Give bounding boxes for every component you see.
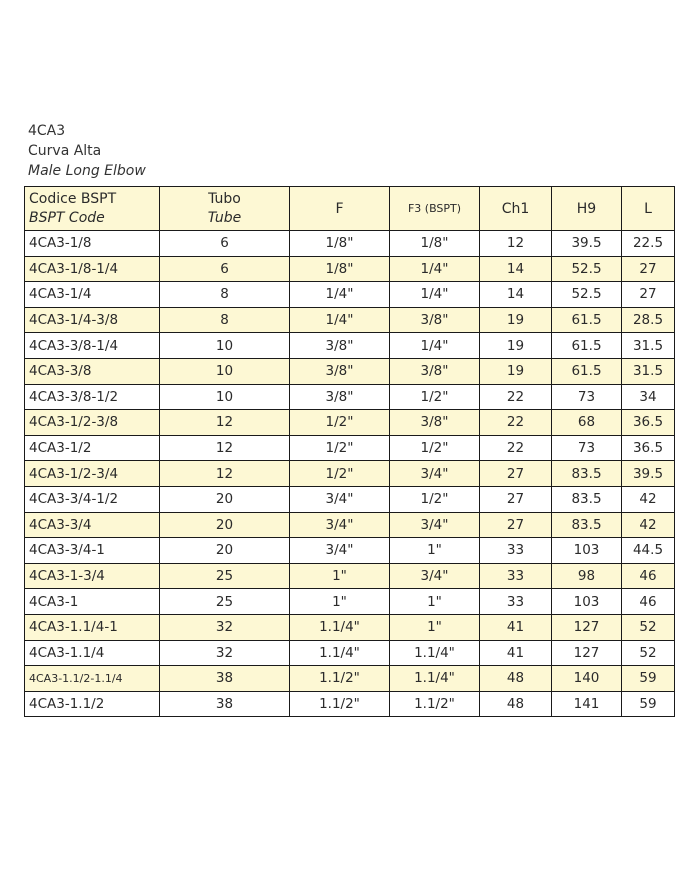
cell-tube: 12 xyxy=(160,435,290,461)
cell-f: 1.1/2" xyxy=(290,666,390,692)
cell-h9: 127 xyxy=(552,640,622,666)
cell-code: 4CA3-1/4 xyxy=(25,282,160,308)
cell-code: 4CA3-3/8-1/4 xyxy=(25,333,160,359)
cell-f: 1/8" xyxy=(290,256,390,282)
cell-l: 52 xyxy=(622,640,675,666)
cell-code: 4CA3-1.1/4 xyxy=(25,640,160,666)
cell-f3: 1/4" xyxy=(390,282,480,308)
table-row xyxy=(25,231,675,257)
cell-ch1: 19 xyxy=(480,307,552,333)
cell-tube: 10 xyxy=(160,384,290,410)
cell-tube: 38 xyxy=(160,691,290,717)
cell-f: 3/4" xyxy=(290,538,390,564)
cell-ch1: 41 xyxy=(480,640,552,666)
cell-l: 22.5 xyxy=(622,231,675,257)
cell-h9: 83.5 xyxy=(552,512,622,538)
cell-h9: 103 xyxy=(552,589,622,615)
header-code xyxy=(25,187,160,231)
cell-l: 52 xyxy=(622,614,675,640)
cell-h9: 52.5 xyxy=(552,282,622,308)
cell-code: 4CA3-1.1/2 xyxy=(25,691,160,717)
cell-f: 3/8" xyxy=(290,384,390,410)
cell-f3: 3/8" xyxy=(390,307,480,333)
table-row xyxy=(25,512,675,538)
cell-ch1: 22 xyxy=(480,384,552,410)
cell-f: 1/4" xyxy=(290,307,390,333)
table-row xyxy=(25,691,675,717)
header-f: F xyxy=(290,187,390,231)
cell-tube: 25 xyxy=(160,563,290,589)
header-row xyxy=(25,187,675,231)
cell-l: 46 xyxy=(622,563,675,589)
cell-l: 42 xyxy=(622,512,675,538)
cell-l: 44.5 xyxy=(622,538,675,564)
header-l: L xyxy=(622,187,675,231)
cell-ch1: 14 xyxy=(480,282,552,308)
cell-ch1: 22 xyxy=(480,435,552,461)
cell-tube: 12 xyxy=(160,461,290,487)
cell-f3: 1.1/4" xyxy=(390,666,480,692)
cell-tube: 20 xyxy=(160,538,290,564)
cell-h9: 73 xyxy=(552,435,622,461)
cell-tube: 32 xyxy=(160,614,290,640)
cell-h9: 103 xyxy=(552,538,622,564)
header-code-italian: Codice BSPT xyxy=(29,190,117,207)
cell-h9: 141 xyxy=(552,691,622,717)
cell-tube: 20 xyxy=(160,486,290,512)
cell-l: 31.5 xyxy=(622,358,675,384)
cell-code: 4CA3-1.1/2-1.1/4 xyxy=(25,666,160,692)
cell-tube: 38 xyxy=(160,666,290,692)
cell-l: 31.5 xyxy=(622,333,675,359)
cell-f: 1.1/4" xyxy=(290,614,390,640)
cell-code: 4CA3-1/2-3/4 xyxy=(25,461,160,487)
cell-h9: 39.5 xyxy=(552,231,622,257)
cell-code: 4CA3-3/8 xyxy=(25,358,160,384)
cell-f3: 1" xyxy=(390,614,480,640)
table-row xyxy=(25,461,675,487)
cell-l: 27 xyxy=(622,282,675,308)
cell-code: 4CA3-1/2 xyxy=(25,435,160,461)
product-name-italian: Curva Alta xyxy=(28,143,102,159)
cell-ch1: 48 xyxy=(480,691,552,717)
table-row xyxy=(25,563,675,589)
cell-code: 4CA3-3/4-1/2 xyxy=(25,486,160,512)
cell-tube: 20 xyxy=(160,512,290,538)
cell-f: 1/4" xyxy=(290,282,390,308)
table-row xyxy=(25,256,675,282)
cell-f: 3/4" xyxy=(290,512,390,538)
cell-ch1: 33 xyxy=(480,589,552,615)
cell-l: 42 xyxy=(622,486,675,512)
cell-code: 4CA3-3/4-1 xyxy=(25,538,160,564)
cell-ch1: 27 xyxy=(480,512,552,538)
header-h9: H9 xyxy=(552,187,622,231)
cell-tube: 6 xyxy=(160,256,290,282)
cell-ch1: 27 xyxy=(480,486,552,512)
cell-ch1: 41 xyxy=(480,614,552,640)
cell-code: 4CA3-1.1/4-1 xyxy=(25,614,160,640)
cell-l: 59 xyxy=(622,691,675,717)
cell-code: 4CA3-1/4-3/8 xyxy=(25,307,160,333)
cell-h9: 73 xyxy=(552,384,622,410)
cell-l: 46 xyxy=(622,589,675,615)
cell-f3: 3/8" xyxy=(390,410,480,436)
cell-ch1: 33 xyxy=(480,538,552,564)
table-row xyxy=(25,358,675,384)
cell-f3: 1" xyxy=(390,538,480,564)
cell-f: 1.1/2" xyxy=(290,691,390,717)
header-ch1: Ch1 xyxy=(480,187,552,231)
specification-table xyxy=(24,186,675,717)
product-name-english: Male Long Elbow xyxy=(28,163,146,179)
cell-ch1: 19 xyxy=(480,358,552,384)
cell-f: 3/8" xyxy=(290,358,390,384)
cell-f3: 1/2" xyxy=(390,435,480,461)
cell-f3: 1.1/4" xyxy=(390,640,480,666)
cell-tube: 10 xyxy=(160,333,290,359)
cell-h9: 83.5 xyxy=(552,486,622,512)
table-row xyxy=(25,538,675,564)
cell-ch1: 48 xyxy=(480,666,552,692)
cell-l: 34 xyxy=(622,384,675,410)
table-header xyxy=(25,187,675,231)
cell-tube: 8 xyxy=(160,282,290,308)
table-row xyxy=(25,640,675,666)
table-row xyxy=(25,614,675,640)
header-tube-english: Tube xyxy=(207,209,242,226)
cell-code: 4CA3-1/8 xyxy=(25,231,160,257)
table-row xyxy=(25,307,675,333)
table-body xyxy=(25,231,675,717)
cell-h9: 140 xyxy=(552,666,622,692)
cell-f: 3/8" xyxy=(290,333,390,359)
table-row xyxy=(25,282,675,308)
cell-f: 1/2" xyxy=(290,435,390,461)
cell-l: 39.5 xyxy=(622,461,675,487)
table-row xyxy=(25,410,675,436)
cell-code: 4CA3-3/4 xyxy=(25,512,160,538)
cell-h9: 61.5 xyxy=(552,333,622,359)
cell-l: 36.5 xyxy=(622,410,675,436)
cell-l: 27 xyxy=(622,256,675,282)
cell-h9: 68 xyxy=(552,410,622,436)
header-tube xyxy=(160,187,290,231)
cell-tube: 32 xyxy=(160,640,290,666)
cell-l: 28.5 xyxy=(622,307,675,333)
cell-h9: 61.5 xyxy=(552,307,622,333)
cell-h9: 83.5 xyxy=(552,461,622,487)
cell-ch1: 27 xyxy=(480,461,552,487)
cell-code: 4CA3-1-3/4 xyxy=(25,563,160,589)
cell-tube: 8 xyxy=(160,307,290,333)
table-row xyxy=(25,589,675,615)
cell-h9: 61.5 xyxy=(552,358,622,384)
cell-code: 4CA3-1/2-3/8 xyxy=(25,410,160,436)
cell-f: 1/2" xyxy=(290,410,390,436)
cell-h9: 98 xyxy=(552,563,622,589)
table-row xyxy=(25,486,675,512)
cell-f3: 3/4" xyxy=(390,512,480,538)
cell-f3: 1/4" xyxy=(390,256,480,282)
cell-code: 4CA3-1/8-1/4 xyxy=(25,256,160,282)
cell-f3: 3/8" xyxy=(390,358,480,384)
cell-f3: 1/8" xyxy=(390,231,480,257)
cell-ch1: 33 xyxy=(480,563,552,589)
product-code: 4CA3 xyxy=(28,123,66,139)
cell-f3: 1" xyxy=(390,589,480,615)
cell-f: 1" xyxy=(290,563,390,589)
cell-tube: 25 xyxy=(160,589,290,615)
cell-f3: 3/4" xyxy=(390,461,480,487)
cell-tube: 10 xyxy=(160,358,290,384)
table-row xyxy=(25,384,675,410)
cell-f3: 1/2" xyxy=(390,384,480,410)
cell-tube: 12 xyxy=(160,410,290,436)
cell-h9: 127 xyxy=(552,614,622,640)
header-code-english: BSPT Code xyxy=(29,209,105,226)
cell-f: 1/8" xyxy=(290,231,390,257)
cell-ch1: 19 xyxy=(480,333,552,359)
table-row xyxy=(25,666,675,692)
cell-l: 59 xyxy=(622,666,675,692)
table-row xyxy=(25,333,675,359)
cell-code: 4CA3-3/8-1/2 xyxy=(25,384,160,410)
cell-ch1: 12 xyxy=(480,231,552,257)
cell-ch1: 14 xyxy=(480,256,552,282)
cell-f3: 1/2" xyxy=(390,486,480,512)
cell-f3: 1/4" xyxy=(390,333,480,359)
cell-f3: 3/4" xyxy=(390,563,480,589)
table-row xyxy=(25,435,675,461)
cell-tube: 6 xyxy=(160,231,290,257)
cell-f: 1" xyxy=(290,589,390,615)
cell-f: 3/4" xyxy=(290,486,390,512)
cell-f: 1/2" xyxy=(290,461,390,487)
cell-f: 1.1/4" xyxy=(290,640,390,666)
cell-code: 4CA3-1 xyxy=(25,589,160,615)
cell-l: 36.5 xyxy=(622,435,675,461)
cell-ch1: 22 xyxy=(480,410,552,436)
header-f3: F3 (BSPT) xyxy=(390,187,480,231)
cell-h9: 52.5 xyxy=(552,256,622,282)
header-tube-italian: Tubo xyxy=(208,190,241,207)
product-heading xyxy=(28,121,146,181)
cell-f3: 1.1/2" xyxy=(390,691,480,717)
